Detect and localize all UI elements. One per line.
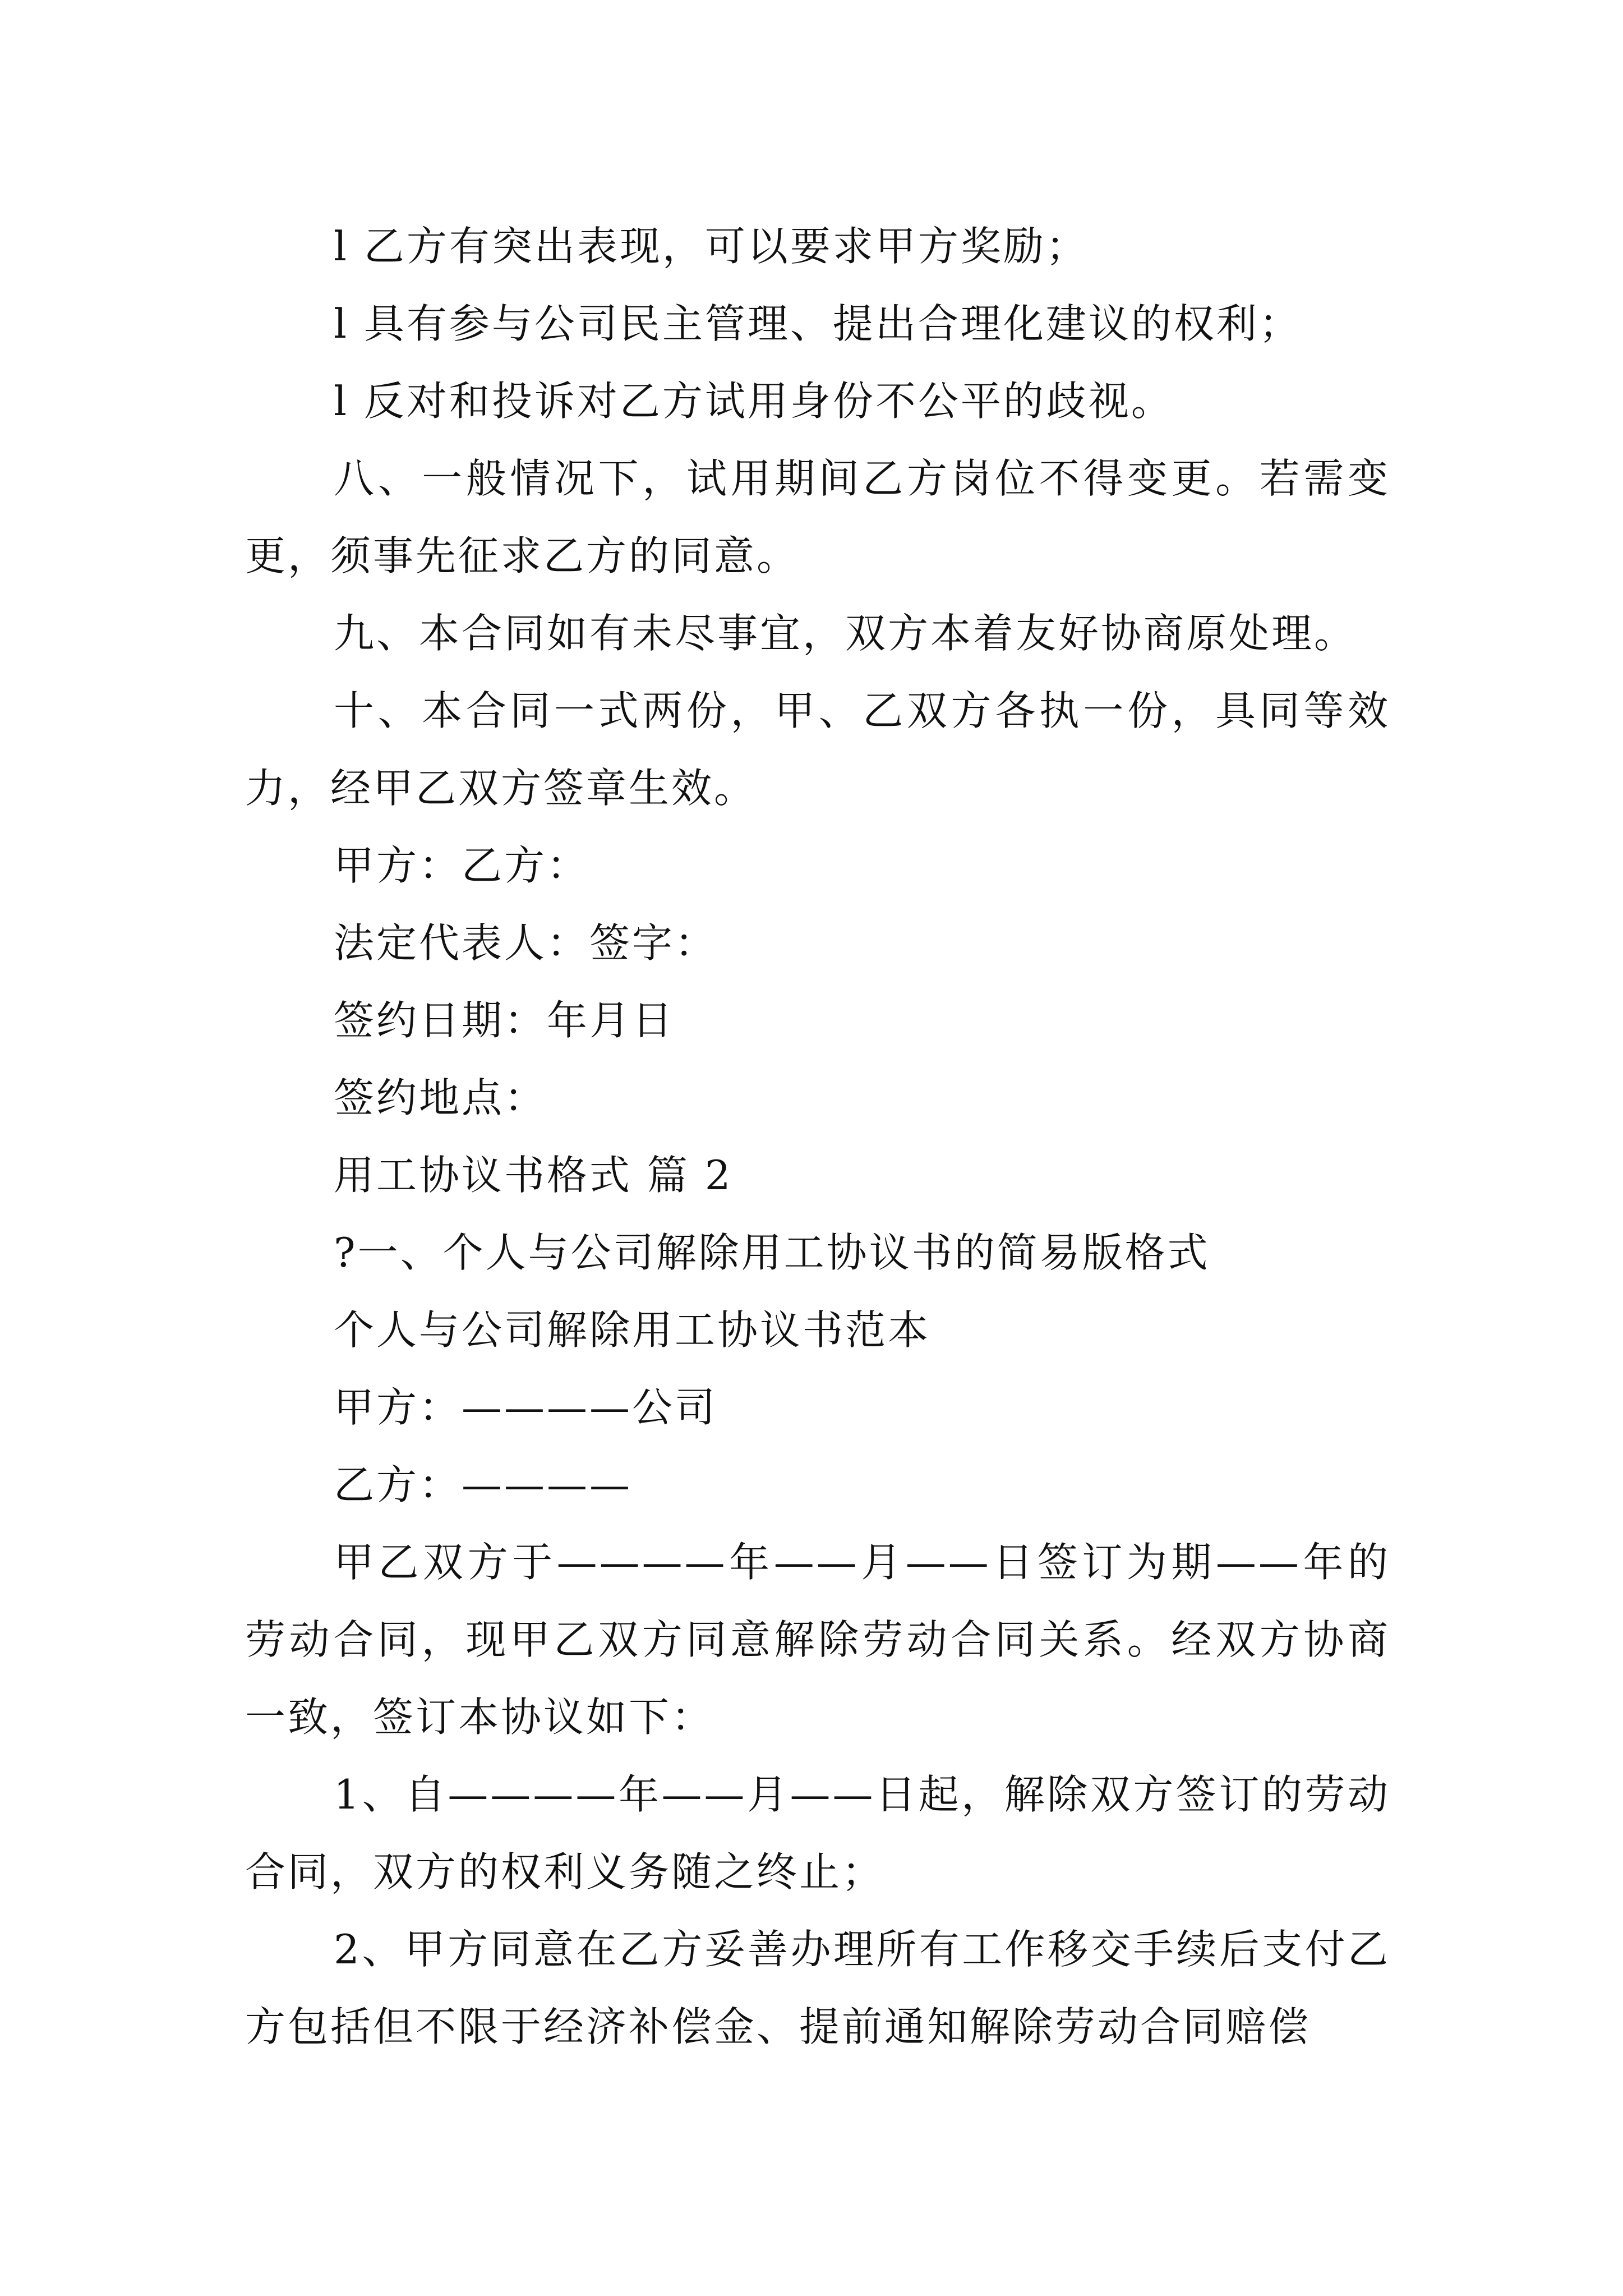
subsection-heading: ?一、个人与公司解除用工协议书的简易版格式 <box>334 1229 1210 1276</box>
party-b-line: 乙方：———— <box>334 1461 633 1508</box>
paragraph: 十、本合同一式两份，甲、乙双方各执一份，具同等效力，经甲乙双方签章生效。 <box>245 687 1390 812</box>
paragraph: l 具有参与公司民主管理、提出合理化建议的权利； <box>334 300 1302 347</box>
clause-item: 1、自————年——月——日起，解除双方签订的劳动合同，双方的权利义务随之终止； <box>245 1771 1390 1895</box>
party-a-line: 甲方：————公司 <box>334 1384 718 1431</box>
paragraph: l 反对和投诉对乙方试用身份不公平的歧视。 <box>334 378 1174 425</box>
paragraph: 八、一般情况下，试用期间乙方岗位不得变更。若需变更，须事先征求乙方的同意。 <box>245 455 1390 579</box>
clause-item: 2、甲方同意在乙方妥善办理所有工作移交手续后支付乙方包括但不限于经济补偿金、提前通知解除劳动合同赔偿 <box>245 1926 1390 2050</box>
paragraph: 甲乙双方于————年——月——日签订为期——年的劳动合同，现甲乙双方同意解除劳动合同关系。经双方协商一致，签订本协议如下： <box>245 1539 1390 1741</box>
template-title: 个人与公司解除用工协议书范本 <box>334 1306 931 1354</box>
paragraph: l 乙方有突出表现，可以要求甲方奖励； <box>334 223 1089 270</box>
signature-date-line: 签约日期：年月日 <box>334 997 675 1044</box>
document-body <box>245 208 1390 2065</box>
signature-representative-line: 法定代表人：签字： <box>334 919 718 967</box>
section-heading: 用工协议书格式 篇 2 <box>334 1152 733 1199</box>
signature-place-line: 签约地点： <box>334 1074 547 1121</box>
paragraph: 九、本合同如有未尽事宜，双方本着友好协商原处理。 <box>334 610 1357 657</box>
signature-party-line: 甲方：乙方： <box>334 842 590 889</box>
